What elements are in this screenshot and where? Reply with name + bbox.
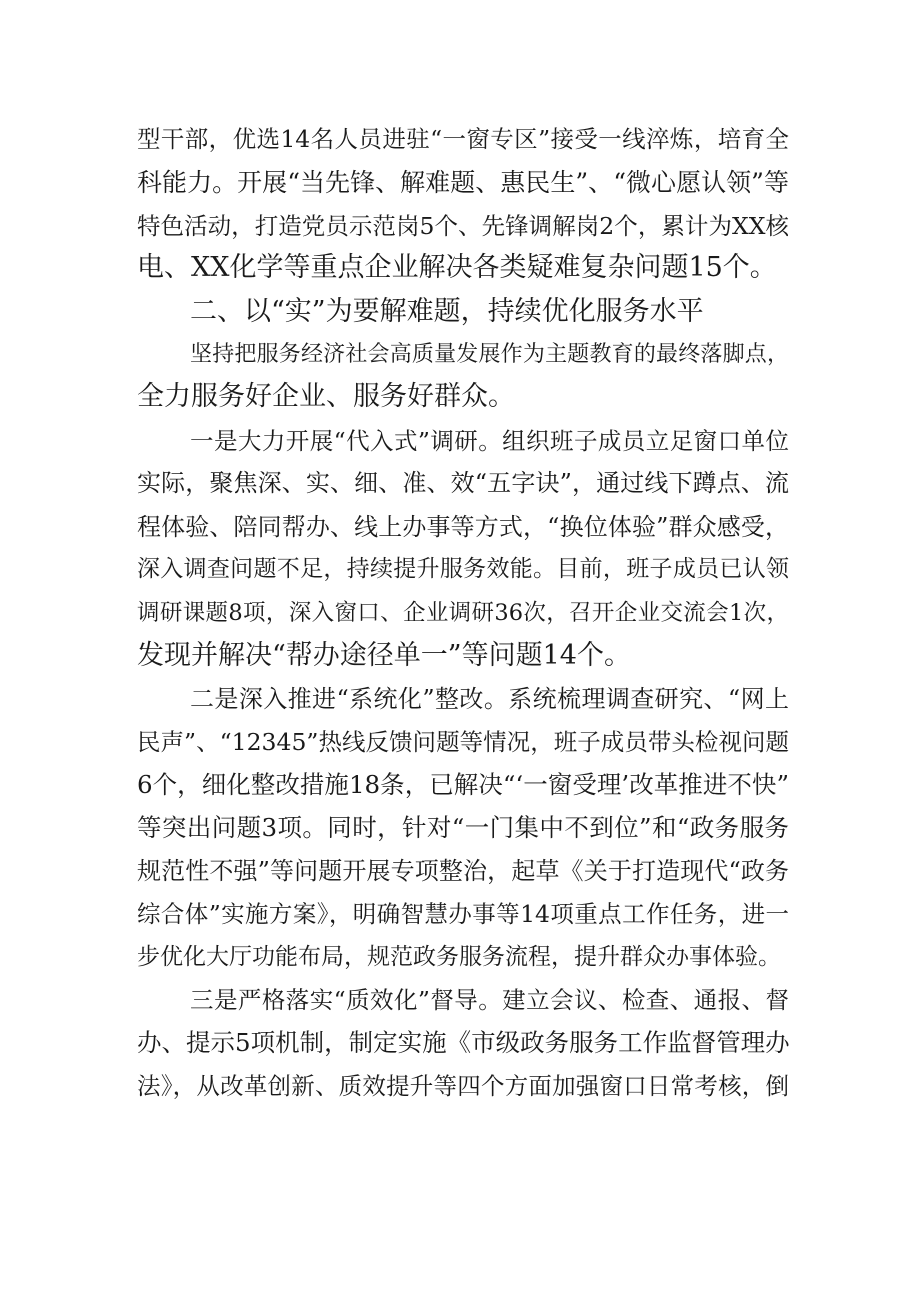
paragraph-line: 坚持把服务经济社会高质量发展作为主题教育的最终落脚点，	[190, 342, 789, 367]
paragraph-line: 一是大力开展“代入式”调研。组织班子成员立足窗口单位	[190, 427, 789, 455]
paragraph-line: 电、XX化学等重点企业解决各类疑难复杂问题15个。	[137, 252, 777, 283]
paragraph-line: 科能力。开展“当先锋、解难题、惠民生”、“微心愿认领”等	[137, 168, 789, 197]
paragraph-line: 调研课题8项，深入窗口、企业调研36次，召开企业交流会1次，	[137, 600, 789, 626]
paragraph-line: 规范性不强”等问题开展专项整治，起草《关于打造现代“政务	[137, 857, 789, 885]
paragraph-line: 实际，聚焦深、实、细、准、效“五字诀”，通过线下蹲点、流	[137, 469, 789, 497]
paragraph-line: 民声”、“12345”热线反馈问题等情况，班子成员带头检视问题	[137, 728, 789, 756]
paragraph-line: 深入调查问题不足，持续提升服务效能。目前，班子成员已认领	[137, 556, 789, 582]
paragraph-line: 全力服务好企业、服务好群众。	[137, 381, 515, 412]
paragraph-line: 三是严格落实“质效化”督导。建立会议、检查、通报、督	[190, 986, 789, 1014]
paragraph-line: 步优化大厅功能布局，规范政务服务流程，提升群众办事体验。	[137, 944, 781, 970]
paragraph-line: 等突出问题3项。同时，针对“一门集中不到位”和“政务服务	[137, 813, 789, 842]
paragraph-line: 发现并解决“帮办途径单一”等问题14个。	[137, 640, 631, 671]
paragraph-line: 型干部，优选14名人员进驻“一窗专区”接受一线淬炼，培育全	[137, 125, 789, 153]
paragraph-line: 二是深入推进“系统化”整改。系统梳理调查研究、“网上	[190, 685, 789, 713]
paragraph-line: 特色活动，打造党员示范岗5个、先锋调解岗2个，累计为XX核	[137, 212, 789, 240]
paragraph-line: 法》，从改革创新、质效提升等四个方面加强窗口日常考核，倒	[137, 1072, 789, 1100]
paragraph-line: 程体验、陪同帮办、线上办事等方式，“换位体验”群众感受，	[137, 513, 789, 541]
section-heading: 二、以“实”为要解难题，持续优化服务水平	[190, 296, 704, 327]
paragraph-line: 6个，细化整改措施18条，已解决“‘一窗受理’改革推进不快”	[137, 770, 789, 799]
paragraph-line: 办、提示5项机制，制定实施《市级政务服务工作监督管理办	[137, 1028, 790, 1057]
paragraph-line: 综合体”实施方案》，明确智慧办事等14项重点工作任务，进一	[137, 900, 789, 928]
